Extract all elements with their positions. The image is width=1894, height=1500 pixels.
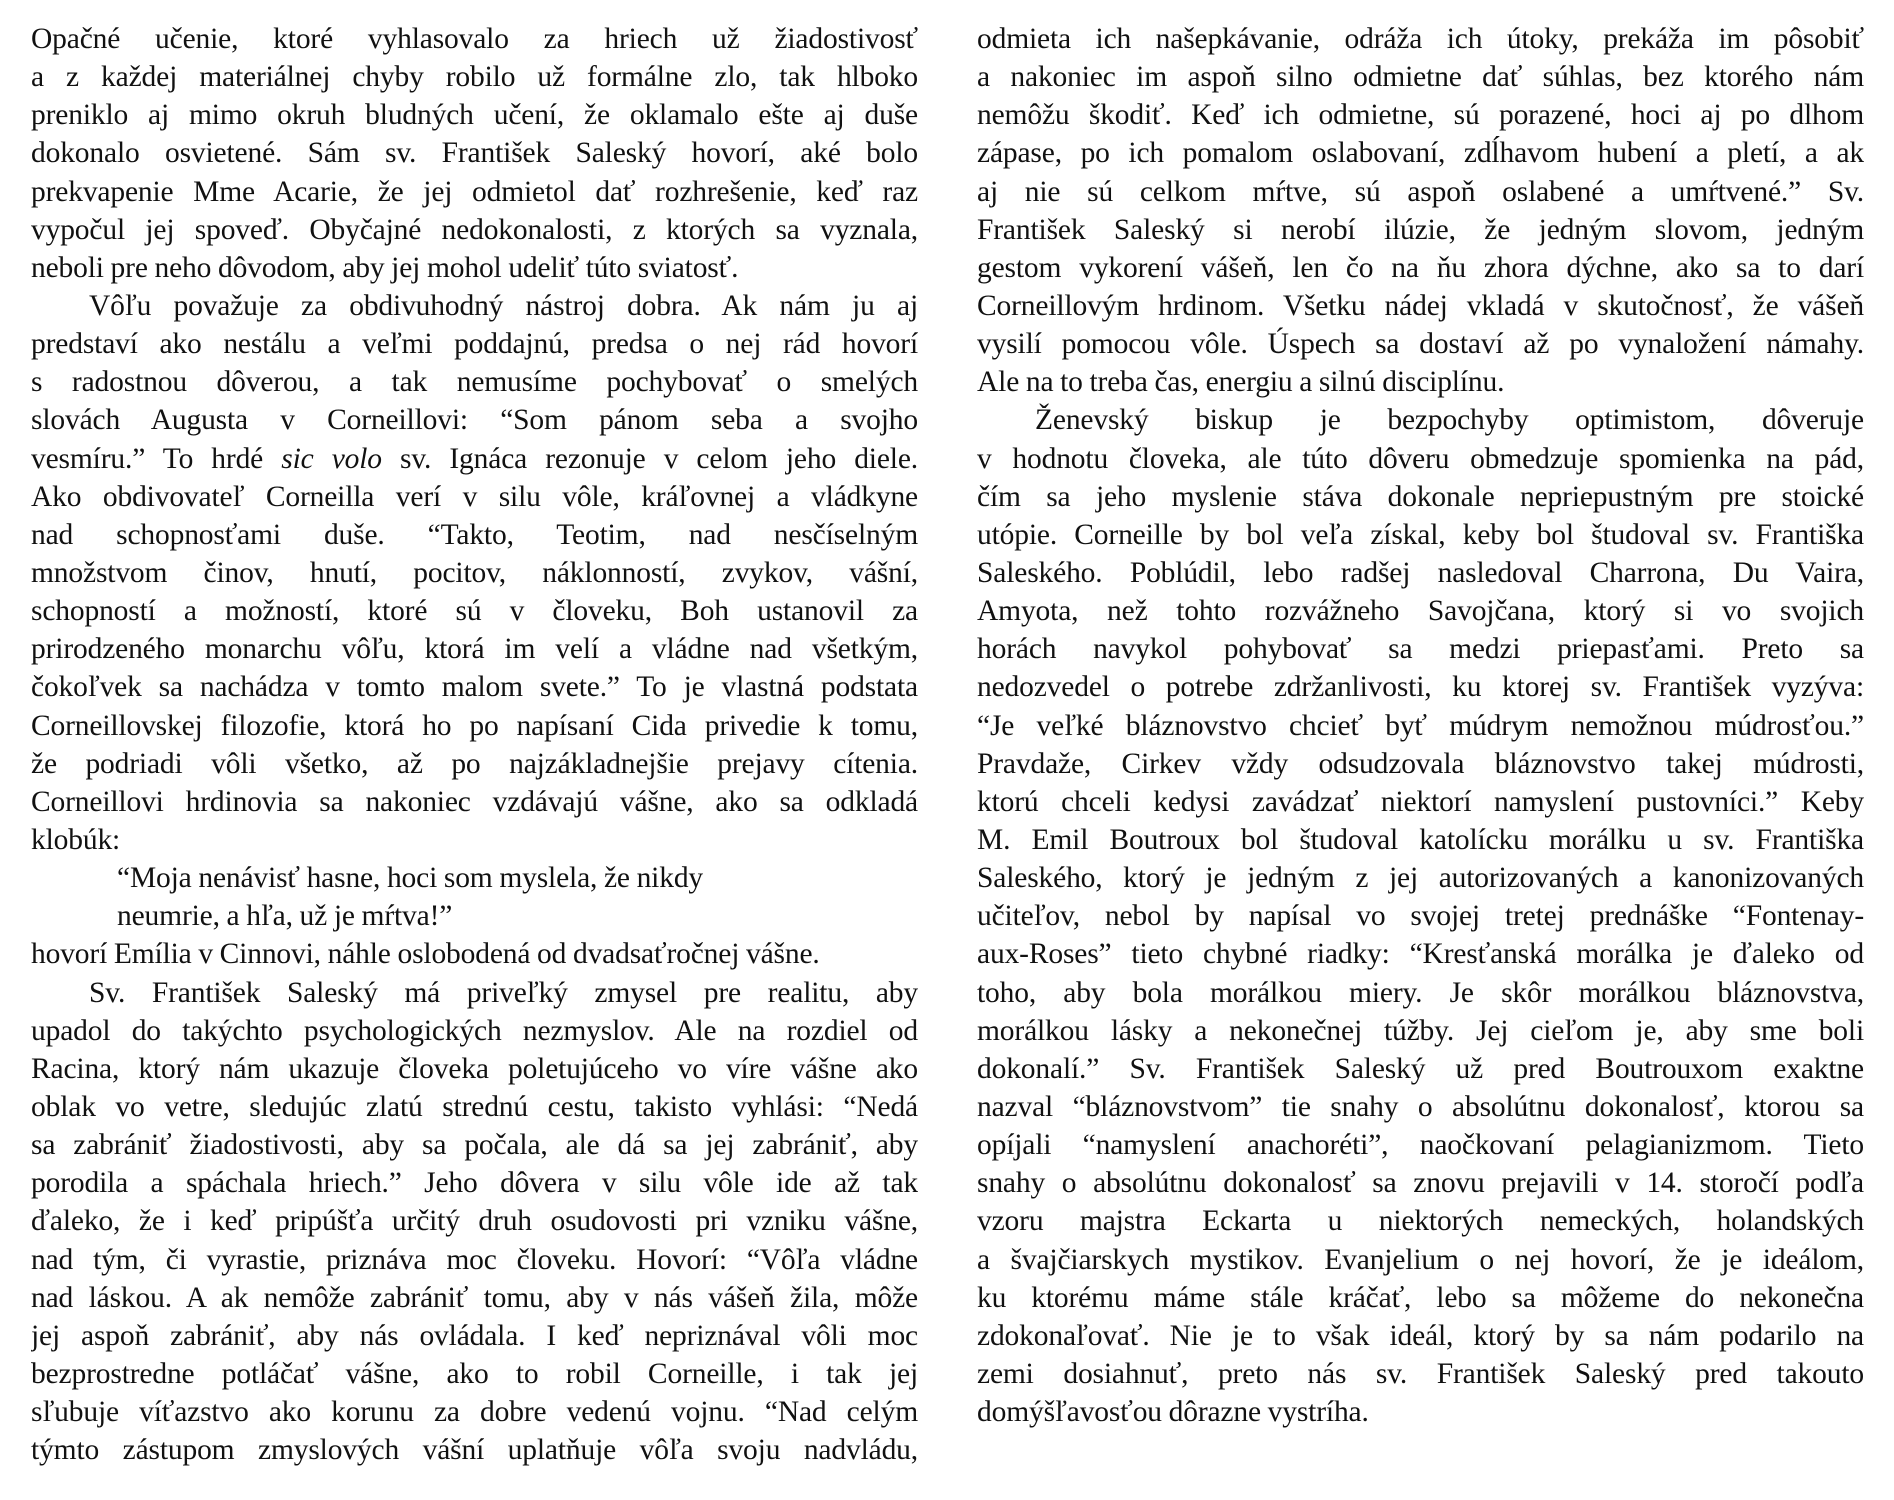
text-line: dokonalo osvietené. Sám sv. František Saleský hovorí, aké bolo bbox=[31, 137, 918, 170]
text-line: v hodnotu človeka, ale túto dôveru obmedzuje spomienka na pád, bbox=[977, 442, 1864, 475]
text-segment: vesmíru.” To hrdé bbox=[31, 442, 282, 475]
text-line: klobúk: bbox=[31, 823, 121, 856]
text-line: preniklo aj mimo okruh bludných učení, že oklamalo ešte aj duše bbox=[31, 99, 918, 132]
text-line: nad schopnosťami duše. “Takto, Teotim, nad nesčíselným bbox=[31, 518, 918, 551]
text-line: oblak vo vetre, sledujúc zlatú strednú cestu, takisto vyhlási: “Nedá bbox=[31, 1090, 918, 1123]
text-line: snahy o absolútnu dokonalosť sa znovu prejavili v 14. storočí podľa bbox=[977, 1167, 1864, 1200]
text-line: zápase, po ich pomalom oslabovaní, zdĺhavom hubení a pletí, a ak bbox=[977, 137, 1864, 170]
text-line: Opačné učenie, ktoré vyhlasovalo za hriech už žiadostivosť bbox=[31, 23, 918, 55]
text-line: Racina, ktorý nám ukazuje človeka poletujúceho vo víre vášne ako bbox=[31, 1052, 918, 1085]
block-quote-line: neumrie, a hľa, už je mŕtva!” bbox=[117, 900, 453, 933]
text-line: týmto zástupom zmyslových vášní uplatňuje vôľa svoju nadvládu, bbox=[31, 1434, 918, 1467]
left-text-column bbox=[31, 20, 918, 1469]
text-line: Ako obdivovateľ Corneilla verí v silu vôle, kráľovnej a vládkyne bbox=[31, 480, 918, 513]
text-line: “Je veľké bláznovstvo chcieť byť múdrym nemožnou múdrosťou.” bbox=[977, 709, 1864, 742]
text-line: porodila a spáchala hriech.” Jeho dôvera v silu vôle ide až tak bbox=[31, 1167, 918, 1200]
text-line: a švajčiarskych mystikov. Evanjelium o nej hovorí, že je ideálom, bbox=[977, 1243, 1864, 1276]
text-line: aux-Roses” tieto chybné riadky: “Kresťanská morálka je ďaleko od bbox=[977, 938, 1864, 971]
text-line: slovách Augusta v Corneillovi: “Som pánom seba a svojho bbox=[31, 404, 918, 437]
text-line: vysilí pomocou vôle. Úspech sa dostaví až po vynaložení námahy. bbox=[977, 328, 1864, 361]
text-line: domýšľavosťou dôrazne vystríha. bbox=[977, 1396, 1369, 1429]
text-line: Ale na to treba čas, energiu a silnú disciplínu. bbox=[977, 366, 1505, 399]
text-line: bezprostredne potláčať vášne, ako to robil Corneille, i tak jej bbox=[31, 1357, 918, 1390]
text-line: morálkou lásky a nekonečnej túžby. Jej cieľom je, aby sme boli bbox=[977, 1014, 1864, 1047]
text-line: Saleského, ktorý je jedným z jej autorizovaných a kanonizovaných bbox=[977, 862, 1864, 895]
text-line: jej aspoň zabrániť, aby nás ovládala. I keď nepriznával vôli moc bbox=[31, 1319, 918, 1352]
text-line: ku ktorému máme stále kráčať, lebo sa môžeme do nekonečna bbox=[977, 1281, 1864, 1314]
text-line: čokoľvek sa nachádza v tomto malom svete.” To je vlastná podstata bbox=[31, 671, 918, 704]
text-line: vzoru majstra Eckarta u niektorých nemeckých, holandských bbox=[977, 1205, 1864, 1238]
text-line: nedozvedel o potrebe zdržanlivosti, ku ktorej sv. František vyzýva: bbox=[977, 671, 1864, 704]
text-line: Corneillovskej filozofie, ktorá ho po napísaní Cida privedie k tomu, bbox=[31, 709, 918, 742]
text-line: množstvom činov, hnutí, pocitov, náklonností, zvykov, vášní, bbox=[31, 556, 918, 589]
text-line: čím sa jeho myslenie stáva dokonale nepriepustným pre stoické bbox=[977, 480, 1864, 513]
text-line: s radostnou dôverou, a tak nemusíme pochybovať o smelých bbox=[31, 366, 918, 399]
text-line: Ženevský biskup je bezpochyby optimistom, dôveruje bbox=[1035, 404, 1864, 437]
block-quote-line: “Moja nenávisť hasne, hoci som myslela, že nikdy bbox=[117, 862, 704, 895]
text-line: ktorú chceli kedysi zavádzať niektorí namyslení pustovníci.” Keby bbox=[977, 785, 1864, 818]
text-line: Vôľu považuje za obdivuhodný nástroj dobra. Ak nám ju aj bbox=[89, 289, 918, 322]
text-line: M. Emil Boutroux bol študoval katolícku morálku u sv. Františka bbox=[977, 823, 1864, 856]
text-line: sa zabrániť žiadostivosti, aby sa počala, ale dá sa jej zabrániť, aby bbox=[31, 1129, 918, 1162]
text-line: dokonalí.” Sv. František Saleský už pred Boutrouxom exaktne bbox=[977, 1052, 1864, 1085]
text-line: aj nie sú celkom mŕtve, sú aspoň oslabené a umŕtvené.” Sv. bbox=[977, 175, 1864, 208]
text-line: zdokonaľovať. Nie je to však ideál, ktorý by sa nám podarilo na bbox=[977, 1319, 1864, 1352]
text-line bbox=[31, 440, 918, 478]
text-line: nad láskou. A ak nemôže zabrániť tomu, aby v nás vášeň žila, môže bbox=[31, 1281, 918, 1314]
text-line: hovorí Emília v Cinnovi, náhle oslobodená od dvadsaťročnej vášne. bbox=[31, 938, 820, 971]
text-line: nazval “bláznovstvom” tie snahy o absolútnu dokonalosť, ktorou sa bbox=[977, 1090, 1864, 1123]
text-line: prirodzeného monarchu vôľu, ktorá im velí a vládne nad všetkým, bbox=[31, 633, 918, 666]
text-line: Sv. František Saleský má priveľký zmysel pre realitu, aby bbox=[89, 976, 918, 1009]
text-line: sľubuje víťazstvo ako korunu za dobre vedenú vojnu. “Nad celým bbox=[31, 1396, 918, 1429]
right-text-column bbox=[977, 20, 1864, 1431]
text-line: vypočul jej spoveď. Obyčajné nedokonalosti, z ktorých sa vyznala, bbox=[31, 213, 918, 246]
text-line: a z každej materiálnej chyby robilo už formálne zlo, tak hlboko bbox=[31, 61, 918, 94]
text-line: učiteľov, nebol by napísal vo svojej tretej prednáške “Fontenay- bbox=[977, 900, 1864, 933]
text-line: schopností a možností, ktoré sú v človeku, Boh ustanovil za bbox=[31, 595, 918, 628]
text-line: a nakoniec im aspoň silno odmietne dať súhlas, bez ktorého nám bbox=[977, 61, 1864, 94]
text-line: Pravdaže, Cirkev vždy odsudzovala bláznovstvo takej múdrosti, bbox=[977, 747, 1864, 780]
text-line: Corneillovým hrdinom. Všetku nádej vkladá v skutočnosť, že vášeň bbox=[977, 289, 1864, 322]
text-line: že podriadi vôli všetko, až po najzákladnejšie prejavy cítenia. bbox=[31, 747, 918, 780]
text-line: František Saleský si nerobí ilúzie, že jedným slovom, jedným bbox=[977, 213, 1864, 246]
text-line: utópie. Corneille by bol veľa získal, keby bol študoval sv. Františka bbox=[977, 518, 1864, 551]
text-line: horách navykol pohybovať sa medzi priepasťami. Preto sa bbox=[977, 633, 1864, 666]
text-line: nad tým, či vyrastie, priznáva moc človeku. Hovorí: “Vôľa vládne bbox=[31, 1243, 918, 1276]
text-line: toho, aby bola morálkou miery. Je skôr morálkou bláznovstva, bbox=[977, 976, 1864, 1009]
text-line: prekvapenie Mme Acarie, že jej odmietol dať rozhrešenie, keď raz bbox=[31, 175, 918, 208]
text-line: nemôžu škodiť. Keď ich odmietne, sú porazené, hoci aj po dlhom bbox=[977, 99, 1864, 132]
italic-latin-phrase: sic volo bbox=[281, 442, 382, 475]
text-line: Amyota, než tohto rozvážneho Savojčana, ktorý si vo svojich bbox=[977, 595, 1864, 628]
text-line: ďaleko, že i keď pripúšťa určitý druh osudovosti pri vzniku vášne, bbox=[31, 1205, 918, 1238]
text-line: Corneillovi hrdinovia sa nakoniec vzdávajú vášne, ako sa odkladá bbox=[31, 785, 918, 818]
text-line: neboli pre neho dôvodom, aby jej mohol udeliť túto sviatosť. bbox=[31, 251, 739, 284]
text-segment: sv. Ignáca rezonuje v celom jeho diele. bbox=[381, 442, 918, 475]
text-line: odmieta ich našepkávanie, odráža ich útoky, prekáža im pôsobiť bbox=[977, 23, 1864, 55]
text-line: predstaví ako nestálu a veľmi poddajnú, predsa o nej rád hovorí bbox=[31, 328, 918, 361]
text-line: upadol do takýchto psychologických nezmyslov. Ale na rozdiel od bbox=[31, 1014, 918, 1047]
text-line: Saleského. Poblúdil, lebo radšej nasledoval Charrona, Du Vaira, bbox=[977, 556, 1864, 589]
text-line: zemi dosiahnuť, preto nás sv. František Saleský pred takouto bbox=[977, 1357, 1864, 1390]
text-line: gestom vykorení vášeň, len čo na ňu zhora dýchne, ako sa to darí bbox=[977, 251, 1864, 284]
text-line: opíjali “namyslení anachoréti”, naočkovaní pelagianizmom. Tieto bbox=[977, 1129, 1864, 1162]
